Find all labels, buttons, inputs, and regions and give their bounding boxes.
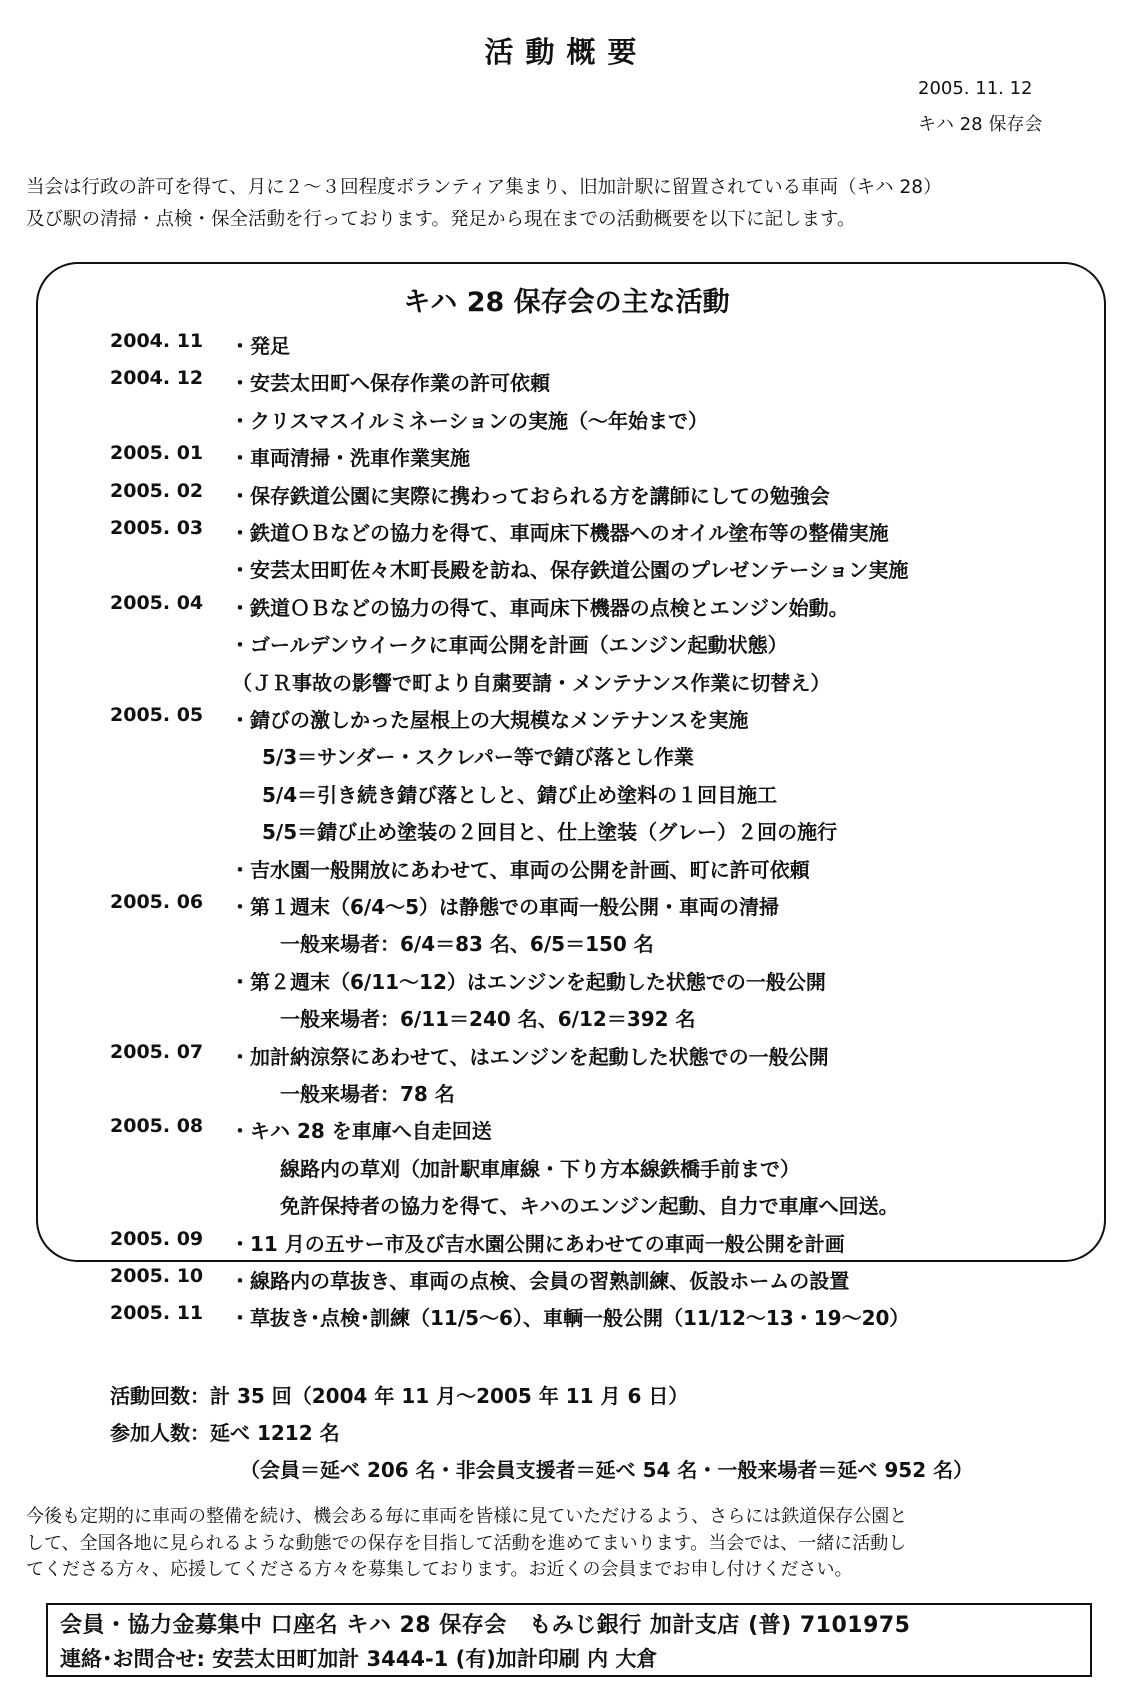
activity-count: 活動回数：計 35 回（2004 年 11 月～2005 年 11 月 6 日） — [110, 1384, 689, 1408]
timeline-date: 2005. 03 — [110, 517, 204, 539]
timeline-row — [0, 517, 1133, 551]
timeline-text: ・安芸太田町へ保存作業の許可依頼 — [230, 371, 550, 396]
participant-count: 参加人数：延べ 1212 名 — [110, 1421, 340, 1445]
timeline-text: （ＪＲ事故の影響で町より自粛要請・メンテナンス作業に切替え） — [232, 670, 831, 695]
timeline-row — [0, 1115, 1133, 1149]
timeline-text: ・保存鉄道公園に実際に携わっておられる方を講師にしての勉強会 — [230, 483, 830, 508]
timeline-date: 2005. 05 — [110, 704, 204, 726]
timeline-row — [0, 966, 1133, 1000]
closing-line: てくださる方々、応援してくださる方々を募集しております。お近くの会員までお申し付けください。 — [26, 1559, 853, 1580]
closing-paragraph — [26, 1504, 1116, 1584]
timeline-text: ・錆びの激しかった屋根上の大規模なメンテナンスを実施 — [230, 708, 749, 732]
activities-title: キハ 28 保存会の主な活動 — [403, 287, 730, 318]
timeline-row — [0, 1153, 1133, 1187]
timeline-text: 免許保持者の協力を得て、キハのエンジン起動、自力で車庫へ回送。 — [280, 1194, 899, 1219]
timeline-text: ・線路内の草抜き、車両の点検、会員の習熟訓練、仮設ホームの設置 — [230, 1269, 850, 1293]
timeline-date: 2005. 04 — [110, 591, 204, 614]
participant-breakdown: （会員＝延べ 206 名・非会員支援者＝延べ 54 名・一般来場者＝延べ 952 名） — [240, 1458, 974, 1482]
timeline-row — [0, 891, 1133, 925]
timeline-text: ・草抜き･点検･訓練（11/5～6）、車輌一般公開（11/12～13・19～20） — [230, 1306, 910, 1331]
timeline-text: 一般来場者：6/4＝83 名、6/5＝150 名 — [280, 932, 654, 957]
timeline-text: 線路内の草刈（加計駅車庫線・下り方本線鉄橋手前まで） — [280, 1156, 800, 1181]
timeline-text: ・加計納涼祭にあわせて、はエンジンを起動した状態での一般公開 — [230, 1044, 829, 1069]
closing-line: 今後も定期的に車両の整備を続け、機会ある毎に車両を皆様に見ていただけるよう、さらには鉄道保存公園と — [26, 1506, 908, 1527]
timeline-text: 一般来場者：78 名 — [280, 1082, 455, 1106]
timeline-row — [0, 629, 1133, 663]
timeline-text: 5/4＝引き続き錆び落としと、錆び止め塗料の１回目施工 — [262, 782, 778, 807]
footer-box — [46, 1603, 1092, 1677]
timeline-text: ・鉄道ＯＢなどの協力の得て、車両床下機器の点検とエンジン始動。 — [230, 595, 849, 620]
timeline-text: ・安芸太田町佐々木町長殿を訪ね、保存鉄道公園のプレゼンテーション実施 — [230, 558, 909, 583]
timeline-date: 2005. 07 — [110, 1040, 204, 1063]
timeline-date: 2005. 06 — [110, 891, 204, 913]
timeline-row — [0, 1190, 1133, 1224]
timeline-date: 2005. 09 — [110, 1227, 204, 1250]
timeline-row — [0, 1003, 1133, 1037]
timeline-text: 5/5＝錆び止め塗装の２回目と、仕上塗装（グレー）２回の施行 — [262, 820, 838, 845]
timeline-text: ・第２週末（6/11～12）はエンジンを起動した状態での一般公開 — [230, 969, 826, 994]
timeline-row — [0, 1041, 1133, 1075]
timeline-text: ・クリスマスイルミネーションの実施（～年始まで） — [230, 408, 708, 433]
timeline-date: 2005. 11 — [110, 1302, 204, 1325]
timeline-text: 5/3＝サンダー・スクレパー等で錆び落とし作業 — [262, 745, 694, 770]
timeline-row — [0, 1078, 1133, 1112]
timeline-date: 2004. 12 — [110, 367, 204, 390]
timeline-text: ・ゴールデンウイークに車両公開を計画（エンジン起動状態） — [230, 633, 788, 658]
timeline-row — [0, 667, 1133, 701]
intro-line: 当会は行政の許可を得て、月に２～３回程度ボランティア集まり、旧加計駅に留置されている車両（キハ 28） — [26, 177, 942, 198]
timeline-row — [0, 741, 1133, 775]
timeline-row — [0, 1265, 1133, 1299]
timeline-row — [0, 928, 1133, 962]
timeline-text: ・11 月の五サー市及び吉水園公開にあわせての車両一般公開を計画 — [230, 1231, 845, 1256]
timeline-date: 2005. 10 — [110, 1265, 204, 1287]
timeline-row — [0, 816, 1133, 850]
timeline-text: 一般来場者：6/11＝240 名、6/12＝392 名 — [280, 1007, 696, 1032]
timeline-row — [0, 554, 1133, 588]
timeline-text: ・吉水園一般開放にあわせて、車両の公開を計画、町に許可依頼 — [230, 857, 810, 882]
timeline-row — [0, 330, 1133, 364]
timeline-text: ・キハ 28 を車庫へ自走回送 — [230, 1119, 492, 1144]
membership-recruitment: 会員・協力金募集中 口座名 キハ 28 保存会 もみじ銀行 加計支店 (普) 7101975 — [60, 1613, 911, 1638]
contact-info: 連絡･お問合せ: 安芸太田町加計 3444-1 (有)加計印刷 内 大倉 — [60, 1647, 658, 1671]
timeline-text: ・車両清掃・洗車作業実施 — [230, 446, 470, 471]
timeline-text: ・第１週末（6/4～5）は静態での車両一般公開・車両の清掃 — [230, 895, 780, 919]
document-date: 2005. 11. 12 — [918, 78, 1033, 99]
intro-line: 及び駅の清掃・点検・保全活動を行っております。発足から現在までの活動概要を以下に記します。 — [26, 209, 856, 230]
timeline-row — [0, 480, 1133, 514]
timeline-row — [0, 367, 1133, 401]
page-title: 活動概要 — [484, 35, 649, 69]
closing-line: して、全国各地に見られるような動態での保存を目指して活動を進めてまいります。当会では、一緒に活動し — [26, 1532, 907, 1554]
timeline-row — [0, 442, 1133, 476]
timeline-row — [0, 704, 1133, 738]
timeline-row — [0, 779, 1133, 813]
timeline-row — [0, 1302, 1133, 1336]
timeline-date: 2005. 01 — [110, 442, 204, 465]
intro-paragraph — [26, 172, 1111, 236]
timeline-row — [0, 592, 1133, 626]
organization-name: キハ 28 保存会 — [918, 114, 1043, 135]
timeline-row — [0, 405, 1133, 439]
timeline-row — [0, 1228, 1133, 1262]
timeline-date: 2005. 02 — [110, 479, 204, 502]
timeline-text: ・発足 — [230, 334, 290, 358]
timeline-date: 2004. 11 — [110, 330, 204, 352]
timeline-text: ・鉄道ＯＢなどの協力を得て、車両床下機器へのオイル塗布等の整備実施 — [230, 521, 889, 545]
timeline-row — [0, 854, 1133, 888]
timeline-date: 2005. 08 — [110, 1115, 204, 1138]
